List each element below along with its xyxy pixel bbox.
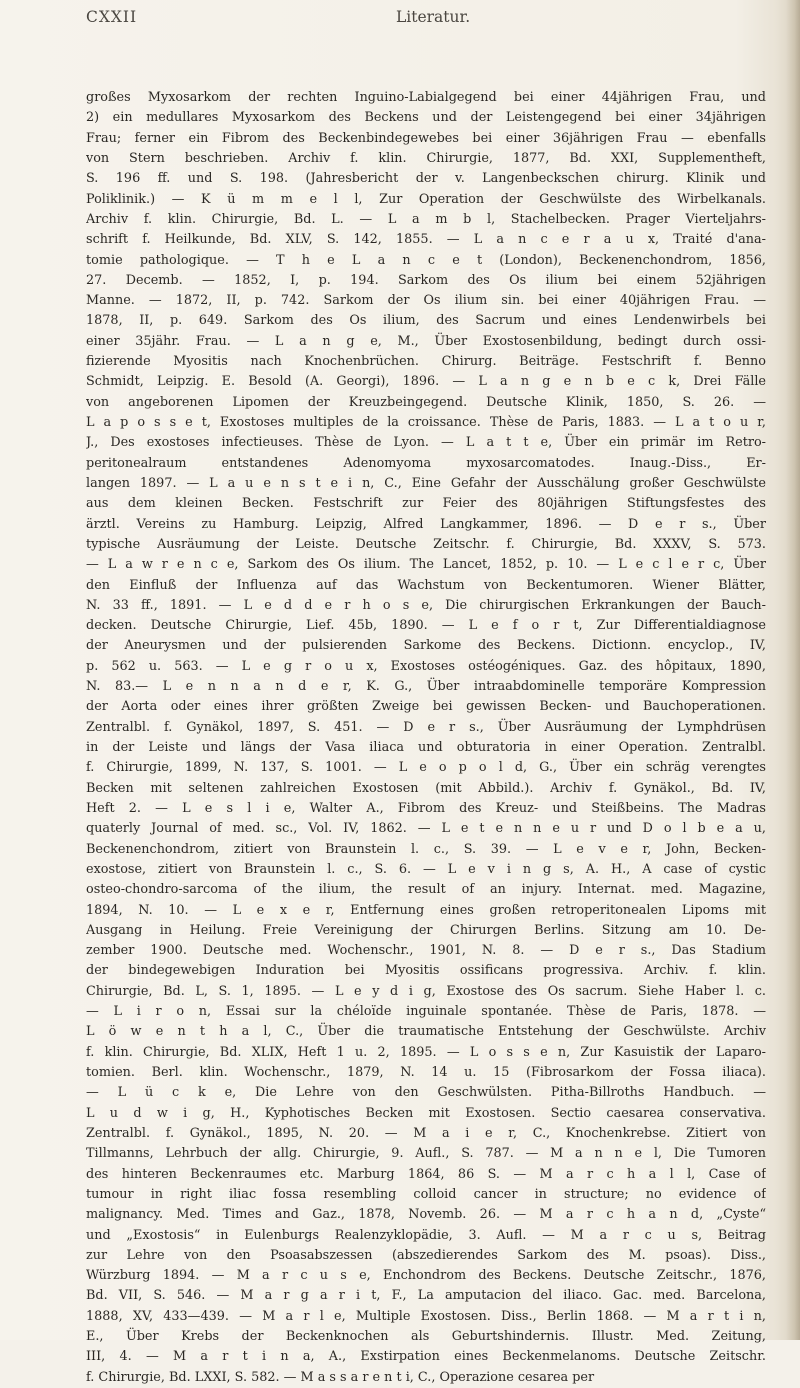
page-edge-shadow — [786, 0, 800, 1340]
text-line: Beckenenchondrom, zitiert von Braunstein l. c., S. 39. — L e v e r, John, Becken- — [86, 841, 766, 857]
text-line: 1894, N. 10. — L e x e r, Entfernung eines großen retroperitonealen Lipoms mit — [86, 902, 766, 918]
text-line: tomien. Berl. klin. Wochenschr., 1879, N. 14 u. 15 (Fibrosarkom der Fossa iliaca). — [86, 1065, 766, 1080]
text-line: Tillmanns, Lehrbuch der allg. Chirurgie, 9. Aufl., S. 787. — M a n n e l, Die Tumoren — [86, 1146, 766, 1162]
text-line: langen 1897. — L a u e n s t e i n, C., Eine Gefahr der Ausschälung großer Geschwülste — [86, 475, 766, 491]
text-line: Archiv f. klin. Chirurgie, Bd. L. — L a m b l, Stachelbecken. Prager Vierteljahrs- — [86, 211, 766, 227]
page-number: CXXII — [86, 8, 138, 26]
text-line: tomie pathologique. — T h e L a n c e t (London), Beckenenchondrom, 1856, — [86, 252, 766, 268]
bibliography-text — [86, 88, 766, 1388]
text-line: Manne. — 1872, II, p. 742. Sarkom der Os ilium sin. bei einer 40jährigen Frau. — — [86, 293, 766, 309]
text-line: E., Über Krebs der Beckenknochen als Geburtshindernis. Illustr. Med. Zeitung, — [86, 1329, 766, 1345]
text-line: schrift f. Heilkunde, Bd. XLV, S. 142, 1855. — L a n c e r a u x, Traité d'ana- — [86, 232, 766, 248]
text-line: von angeborenen Lipomen der Kreuzbeingegend. Deutsche Klinik, 1850, S. 26. — — [86, 394, 766, 410]
text-line: peritonealraum entstandenes Adenomyoma myxosarcomatodes. Inaug.-Diss., Er- — [86, 455, 766, 471]
text-line: N. 83.— L e n n a n d e r, K. G., Über intraabdominelle temporäre Kompression — [86, 679, 766, 695]
text-line: den Einfluß der Influenza auf das Wachstum von Beckentumoren. Wiener Blätter, — [86, 577, 766, 593]
text-line: f. klin. Chirurgie, Bd. XLIX, Heft 1 u. 2, 1895. — L o s s e n, Zur Kasuistik der Laparo- — [86, 1044, 766, 1060]
text-line: und „Exostosis“ in Eulenburgs Realenzyklopädie, 3. Aufl. — M a r c u s, Beitrag — [86, 1227, 766, 1243]
text-line: f. Chirurgie, Bd. LXXI, S. 582. — M a s s a r e n t i, C., Operazione cesarea per — [86, 1369, 595, 1385]
text-line: zur Lehre von den Psoasabszessen (abszedierendes Sarkom des M. psoas). Diss., — [86, 1247, 766, 1263]
page-header — [86, 8, 772, 32]
text-line: der Aneurysmen und der pulsierenden Sarkome des Beckens. Dictionn. encyclop., IV, — [86, 638, 766, 654]
text-line: zember 1900. Deutsche med. Wochenschr., 1901, N. 8. — D e r s., Das Stadium — [86, 943, 766, 959]
text-line: der Aorta oder eines ihrer größten Zweige bei gewissen Becken- und Bauchoperationen. — [86, 699, 766, 715]
text-line: malignancy. Med. Times and Gaz., 1878, Novemb. 26. — M a r c h a n d, „Cyste“ — [86, 1207, 766, 1223]
text-line: der bindegewebigen Induration bei Myositis ossificans progressiva. Archiv. f. klin. — [86, 963, 766, 979]
text-line: Becken mit seltenen zahlreichen Exostosen (mit Abbild.). Archiv f. Gynäkol., Bd. IV, — [86, 780, 766, 796]
text-line: f. Chirurgie, 1899, N. 137, S. 1001. — L e o p o l d, G., Über ein schräg verengtes — [86, 760, 766, 776]
text-line: Chirurgie, Bd. L, S. 1, 1895. — L e y d i g, Exostose des Os sacrum. Siehe Haber l. c. — [86, 983, 766, 999]
text-line: des hinteren Beckenraumes etc. Marburg 1864, 86 S. — M a r c h a l l, Case of — [86, 1166, 766, 1182]
text-line: fizierende Myositis nach Knochenbrüchen. Chirurg. Beiträge. Festschrift f. Benno — [86, 354, 766, 370]
text-line: Frau; ferner ein Fibrom des Beckenbindegewebes bei einer 36jährigen Frau — ebenfalls — [86, 130, 766, 146]
text-line: decken. Deutsche Chirurgie, Lief. 45b, 1890. — L e f o r t, Zur Differentialdiagnose — [86, 618, 766, 634]
text-line: großes Myxosarkom der rechten Inguino-Labialgegend bei einer 44jährigen Frau, und — [86, 90, 766, 105]
text-line: von Stern beschrieben. Archiv f. klin. Chirurgie, 1877, Bd. XXI, Supplementheft, — [86, 150, 766, 166]
text-line: — L ü c k e, Die Lehre von den Geschwülsten. Pitha-Billroths Handbuch. — — [86, 1085, 766, 1101]
text-line: S. 196 ff. und S. 198. (Jahresbericht der v. Langenbeckschen chirurg. Klinik und — [86, 171, 766, 187]
text-line: p. 562 u. 563. — L e g r o u x, Exostoses ostéogéniques. Gaz. des hôpitaux, 1890, — [86, 658, 766, 674]
text-line: typische Ausräumung der Leiste. Deutsche Zeitschr. f. Chirurgie, Bd. XXXV, S. 573. — [86, 536, 766, 552]
text-line: einer 35jähr. Frau. — L a n g e, M., Über Exostosenbildung, bedingt durch ossi- — [86, 333, 766, 349]
text-line: 1878, II, p. 649. Sarkom des Os ilium, des Sacrum und eines Lendenwirbels bei — [86, 313, 766, 329]
text-line: quaterly Journal of med. sc., Vol. IV, 1862. — L e t e n n e u r und D o l b e a u, — [86, 821, 766, 837]
text-line: exostose, zitiert von Braunstein l. c., S. 6. — L e v i n g s, A. H., A case of cystic — [86, 861, 766, 877]
text-line: ärztl. Vereins zu Hamburg. Leipzig, Alfred Langkammer, 1896. — D e r s., Über — [86, 516, 766, 532]
text-line: Zentralbl. f. Gynäkol., 1895, N. 20. — M a i e r, C., Knochenkrebse. Zitiert von — [86, 1125, 766, 1141]
text-line: J., Des exostoses infectieuses. Thèse de Lyon. — L a t t e, Über ein primär im Retro- — [86, 435, 766, 451]
text-line: L u d w i g, H., Kyphotisches Becken mit Exostosen. Sectio caesarea conservativa. — [86, 1105, 766, 1121]
text-line: — L a w r e n c e, Sarkom des Os ilium. The Lancet, 1852, p. 10. — L e c l e r c, Über — [86, 557, 766, 573]
text-line: 1888, XV, 433—439. — M a r l e, Multiple Exostosen. Diss., Berlin 1868. — M a r t i n, — [86, 1308, 766, 1324]
text-line: Bd. VII, S. 546. — M a r g a r i t, F., La amputacion del iliaco. Gac. med. Barcelona, — [86, 1288, 766, 1304]
text-line: in der Leiste und längs der Vasa iliaca und obturatoria in einer Operation. Zentralbl. — [86, 740, 766, 755]
text-line: 2) ein medullares Myxosarkom des Beckens und der Leistengegend bei einer 34jährigen — [86, 110, 766, 126]
text-line: III, 4. — M a r t i n a, A., Exstirpation eines Beckenmelanoms. Deutsche Zeitschr. — [86, 1349, 766, 1365]
text-line: — L i r o n, Essai sur la chéloïde inguinale spontanée. Thèse de Paris, 1878. — — [86, 1004, 766, 1020]
text-line: Poliklinik.) — K ü m m e l l, Zur Operation der Geschwülste des Wirbelkanals. — [86, 191, 766, 207]
text-line: Ausgang in Heilung. Freie Vereinigung der Chirurgen Berlins. Sitzung am 10. De- — [86, 922, 766, 938]
text-line: Schmidt, Leipzig. E. Besold (A. Georgi), 1896. — L a n g e n b e c k, Drei Fälle — [86, 374, 766, 390]
text-line: N. 33 ff., 1891. — L e d d e r h o s e, Die chirurgischen Erkrankungen der Bauch- — [86, 597, 766, 613]
text-line: L ö w e n t h a l, C., Über die traumatische Entstehung der Geschwülste. Archiv — [86, 1024, 766, 1040]
text-line: osteo-chondro-sarcoma of the ilium, the result of an injury. Internat. med. Magazine, — [86, 882, 766, 898]
text-line: aus dem kleinen Becken. Festschrift zur Feier des 80jährigen Stiftungsfestes des — [86, 496, 766, 512]
text-line: 27. Decemb. — 1852, I, p. 194. Sarkom des Os ilium bei einem 52jährigen — [86, 272, 766, 288]
text-line: Zentralbl. f. Gynäkol, 1897, S. 451. — D e r s., Über Ausräumung der Lymphdrüsen — [86, 719, 766, 735]
text-line: L a p o s s e t, Exostoses multiples de la croissance. Thèse de Paris, 1883. — L a t o u r, — [86, 415, 766, 430]
text-line: Heft 2. — L e s l i e, Walter A., Fibrom des Kreuz- und Steißbeins. The Madras — [86, 800, 766, 816]
running-title: Literatur. — [396, 8, 471, 26]
text-line: Würzburg 1894. — M a r c u s e, Enchondrom des Beckens. Deutsche Zeitschr., 1876, — [86, 1268, 766, 1284]
text-line: tumour in right iliac fossa resembling colloid cancer in structure; no evidence of — [86, 1186, 766, 1202]
